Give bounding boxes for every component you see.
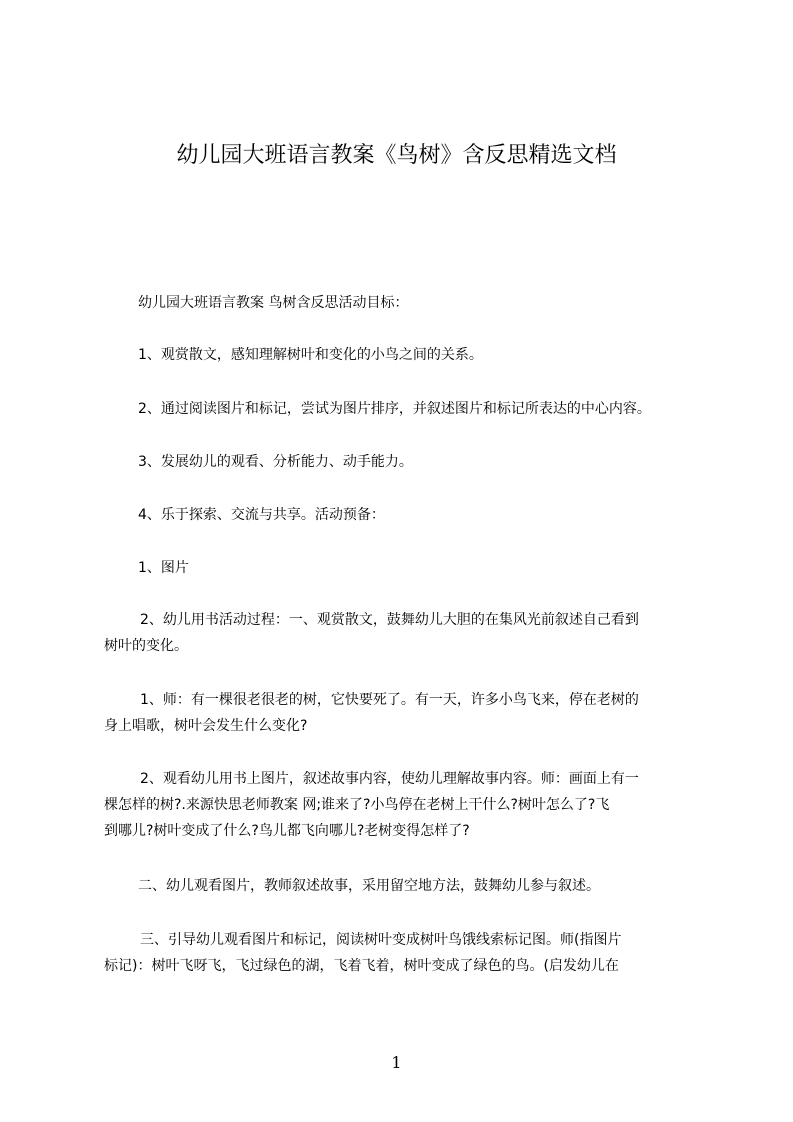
paragraph-goal-2 (138, 396, 750, 422)
paragraph-line: 树叶的变化。 (104, 638, 188, 654)
paragraph-line: 二、幼儿观看图片，教师叙述故事，采用留空地方法，鼓舞幼儿参与叙述。 (138, 878, 600, 894)
paragraph-section-2 (138, 873, 750, 899)
paragraph-line: 棵怎样的树?.来源快思老师教案 网;谁来了?小鸟停在老树上干什么?树叶怎么了?飞 (104, 797, 610, 813)
page-number: 1 (391, 1053, 402, 1072)
paragraph-line: 三、引导幼儿观看图片和标记，阅读树叶变成树叶鸟饿线索标记图。师(指图片 (140, 932, 622, 948)
paragraph-line: 幼儿园大班语言教案 鸟树含反思活动目标： (138, 295, 409, 311)
paragraph-prep-1 (138, 555, 750, 581)
paragraph-goal-4 (138, 502, 750, 528)
paragraph-step-1 (104, 687, 716, 739)
paragraph-line: 2、观看幼儿用书上图片，叙述故事内容，使幼儿理解故事内容。师：画面上有一 (140, 771, 639, 787)
paragraph-line: 到哪儿?树叶变成了什么?鸟儿都飞向哪儿?老树变得怎样了? (104, 823, 470, 839)
paragraph-line: 2、幼儿用书活动过程：一、观赏散文，鼓舞幼儿大胆的在集风光前叙述自己看到 (140, 612, 639, 628)
paragraph-intro (138, 290, 750, 316)
paragraph-goal-3 (138, 449, 750, 475)
paragraph-line: 1、师：有一棵很老很老的树，它快要死了。有一天，许多小鸟飞来，停在老树的 (140, 692, 639, 708)
paragraph-step-2 (104, 766, 716, 844)
paragraph-prep-2 (104, 607, 716, 659)
paragraph-line: 1、图片 (138, 560, 189, 576)
document-title: 幼儿园大班语言教案《鸟树》含反思精选文档 (176, 143, 617, 168)
paragraph-line: 身上唱歌，树叶会发生什么变化? (104, 718, 308, 734)
paragraph-line: 标记)：树叶飞呀飞，飞过绿色的湖，飞着飞着，树叶变成了绿色的鸟。(启发幼儿在 (104, 958, 619, 974)
paragraph-line: 3、发展幼儿的观看、分析能力、动手能力。 (138, 454, 413, 470)
paragraph-goal-1 (138, 342, 750, 368)
paragraph-line: 4、乐于探索、交流与共享。活动预备： (138, 507, 385, 523)
paragraph-line: 2、通过阅读图片和标记，尝试为图片排序，并叙述图片和标记所表达的中心内容。 (138, 401, 651, 417)
paragraph-section-3 (104, 927, 716, 979)
paragraph-line: 1、观赏散文，感知理解树叶和变化的小鸟之间的关系。 (138, 347, 483, 363)
